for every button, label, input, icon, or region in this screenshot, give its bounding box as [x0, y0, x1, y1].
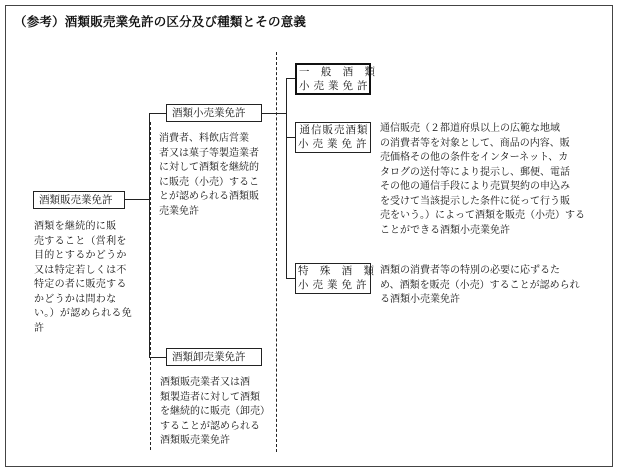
node-general-retail-label-line1: 一 般 酒 類 [299, 66, 380, 78]
connector-branch-trunk [286, 78, 287, 278]
connector-retail [149, 113, 166, 114]
node-special-label-line2: 小売業免許 [298, 279, 371, 291]
node-special [295, 263, 379, 294]
node-mail-order-description: 通信販売（２都道府県以上の広範な地域 の消費者等を対象として、商品の内容、販 売価格その他の条件をインターネット、カ タログの送付等により提示し、郵便、電話 その他の通信手段により売買契約の申込み を受けて当該提示した条件に従って行う販 売をいう。）によって酒類を販売（小売）する ことができる酒類小売業免許 [380, 123, 585, 236]
node-root-label: 酒類販売業免許 [39, 194, 113, 206]
connector-general [286, 78, 295, 79]
connector-root [124, 199, 149, 200]
node-mail-order-label-line2: 小売業免許 [298, 138, 371, 150]
node-root-description: 酒類を継続的に販 売すること（営利を 目的とするかどうか 又は特定若しくは不 特定の者に販売する かどうかは問わな い。）が認められる免 許 [34, 221, 132, 334]
dashed-separator-left [150, 122, 151, 450]
connector-wholesale [149, 357, 166, 358]
node-special-description: 酒類の消費者等の特別の必要に応ずるた め、酒類を販売（小売）することが認められ る酒類小売業免許 [380, 265, 580, 305]
node-special-label-line1: 特 殊 酒 類 [298, 265, 379, 277]
node-retail [166, 104, 262, 122]
node-wholesale-label: 酒類卸売業免許 [172, 351, 246, 363]
node-general-retail-label-line2: 小売業免許 [299, 80, 372, 92]
node-retail-label: 酒類小売業免許 [172, 107, 246, 119]
node-mail-order [295, 122, 371, 153]
node-mail-order-label-line1: 通信販売酒類 [299, 124, 369, 136]
connector-mail [286, 137, 295, 138]
node-retail-description: 消費者、料飲店営業 者又は菓子等製造業者 に対して酒類を継続的 に販売（小売）するこ とが認められる酒類販 売業免許 [159, 133, 259, 217]
node-wholesale-description: 酒類販売業者又は酒 類製造者に対して酒類 を継続的に販売（卸売） することが認められる 酒類販売業免許 [160, 377, 270, 446]
dashed-separator-right [276, 52, 277, 452]
node-root [33, 191, 125, 209]
node-wholesale [166, 348, 262, 366]
diagram-title: （参考）酒類販売業免許の区分及び種類とその意義 [14, 14, 307, 29]
connector-special [286, 278, 295, 279]
connector-retail-out [262, 113, 286, 114]
node-general-retail [295, 63, 380, 95]
